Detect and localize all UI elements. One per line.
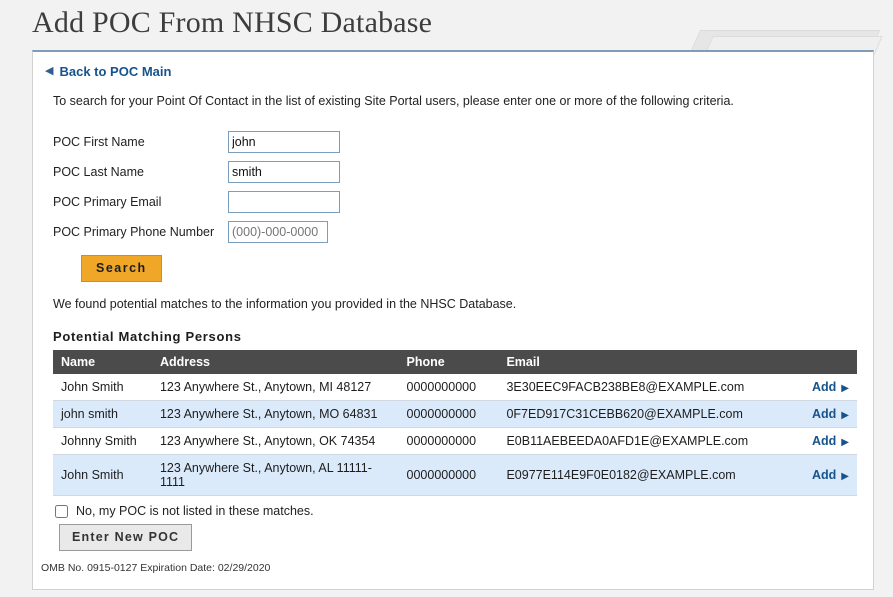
add-poc-link[interactable]: Add — [811, 434, 837, 448]
poc-primary-phone-input[interactable] — [228, 221, 328, 243]
poc-not-listed-label: No, my POC is not listed in these matches. — [76, 504, 314, 518]
column-header-address: Address — [152, 350, 399, 374]
poc-not-listed-checkbox[interactable] — [55, 505, 68, 518]
table-row — [53, 401, 857, 428]
cell-action — [794, 401, 857, 428]
add-arrow-icon: ▶ — [841, 410, 849, 421]
poc-primary-email-input[interactable] — [228, 191, 340, 213]
page-title: Add POC From NHSC Database — [32, 6, 433, 39]
poc-search-form — [53, 127, 453, 247]
add-arrow-icon: ▶ — [841, 437, 849, 448]
matches-section-title: Potential Matching Persons — [53, 329, 242, 344]
omb-footer-text: OMB No. 0915-0127 Expiration Date: 02/29/2020 — [41, 562, 271, 574]
back-arrow-icon: ◀ — [45, 65, 54, 77]
cell-email: E0B11AEBEEDA0AFD1E@EXAMPLE.com — [498, 428, 793, 455]
label-poc-first-name: POC First Name — [53, 135, 145, 149]
field-row-last-name — [53, 157, 453, 187]
label-poc-primary-phone: POC Primary Phone Number — [53, 225, 215, 239]
search-button[interactable]: Search — [81, 255, 162, 282]
table-row — [53, 455, 857, 496]
cell-phone: 0000000000 — [399, 455, 499, 496]
poc-last-name-input[interactable] — [228, 161, 340, 183]
table-header-row — [53, 350, 857, 374]
matches-table — [53, 350, 857, 496]
column-header-name: Name — [53, 350, 152, 374]
cell-phone: 0000000000 — [399, 428, 499, 455]
add-poc-link[interactable]: Add — [811, 380, 837, 394]
poc-first-name-input[interactable] — [228, 131, 340, 153]
cell-phone: 0000000000 — [399, 374, 499, 401]
add-arrow-icon: ▶ — [841, 383, 849, 394]
add-poc-link[interactable]: Add — [811, 468, 837, 482]
cell-address: 123 Anywhere St., Anytown, MI 48127 — [152, 374, 399, 401]
field-row-first-name — [53, 127, 453, 157]
cell-email: 0F7ED917C31CEBB620@EXAMPLE.com — [498, 401, 793, 428]
add-arrow-icon: ▶ — [841, 471, 849, 482]
cell-address: 123 Anywhere St., Anytown, OK 74354 — [152, 428, 399, 455]
add-poc-link[interactable]: Add — [811, 407, 837, 421]
cell-address: 123 Anywhere St., Anytown, AL 11111-1111 — [152, 455, 399, 496]
enter-new-poc-button[interactable]: Enter New POC — [59, 524, 192, 551]
table-row — [53, 428, 857, 455]
cell-address: 123 Anywhere St., Anytown, MO 64831 — [152, 401, 399, 428]
cell-action — [794, 374, 857, 401]
column-header-action — [794, 350, 857, 374]
poc-search-panel — [32, 50, 874, 590]
column-header-email: Email — [498, 350, 793, 374]
table-row — [53, 374, 857, 401]
not-listed-row — [55, 504, 314, 518]
cell-email: 3E30EEC9FACB238BE8@EXAMPLE.com — [498, 374, 793, 401]
cell-email: E0977E114E9F0E0182@EXAMPLE.com — [498, 455, 793, 496]
label-poc-last-name: POC Last Name — [53, 165, 145, 179]
cell-action — [794, 428, 857, 455]
label-poc-primary-email: POC Primary Email — [53, 195, 162, 209]
cell-phone: 0000000000 — [399, 401, 499, 428]
cell-name: john smith — [53, 401, 152, 428]
cell-name: John Smith — [53, 374, 152, 401]
back-to-poc-main[interactable] — [45, 64, 171, 79]
search-result-message: We found potential matches to the information you provided in the NHSC Database. — [53, 297, 517, 311]
back-to-poc-main-link[interactable]: Back to POC Main — [59, 64, 172, 79]
cell-name: John Smith — [53, 455, 152, 496]
cell-action — [794, 455, 857, 496]
column-header-phone: Phone — [399, 350, 499, 374]
cell-name: Johnny Smith — [53, 428, 152, 455]
field-row-primary-phone — [53, 217, 453, 247]
field-row-primary-email — [53, 187, 453, 217]
instructions-text: To search for your Point Of Contact in the list of existing Site Portal users, please enter one or more of the following criteria. — [53, 94, 734, 108]
